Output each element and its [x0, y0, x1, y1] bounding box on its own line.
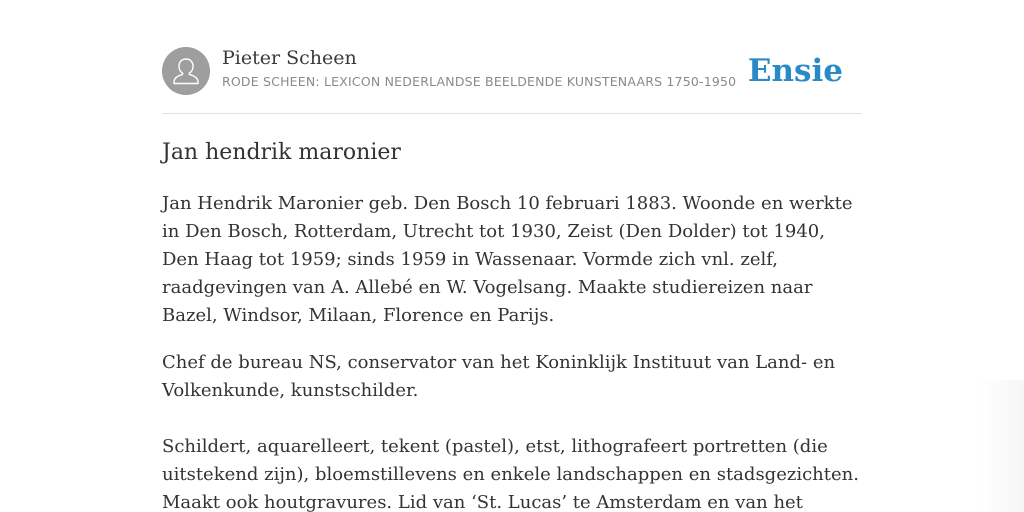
article-header — [162, 46, 862, 96]
article-paragraph-1: Jan Hendrik Maronier geb. Den Bosch 10 februari 1883. Woonde en werkte in Den Bosch, Rotterdam, Utrecht tot 1930, Zeist (Den Dolder) tot 1940, Den Haag tot 1959; sinds 1959 in Wassenaar. Vormde zich vnl. zelf, raadgevingen van A. Allebé en W. Vogelsang. Maakte studiereizen naar Bazel, Windsor, Milaan, Florence en Parijs. — [162, 193, 853, 326]
author-name[interactable]: Pieter Scheen — [222, 47, 357, 69]
article-paragraph-3: Schildert, aquarelleert, tekent (pastel), etst, lithografeert portretten (die uitstekend zijn), bloemstillevens en enkele landschappen en stadsgezichten. Maakt ook houtgravures. Lid van ‘St. Lucas’ te Amsterdam en van het — [162, 436, 859, 512]
edge-shadow — [980, 380, 1024, 512]
person-icon — [162, 47, 210, 95]
article-paragraph-2: Chef de bureau NS, conservator van het Koninklijk Instituut van Land- en Volkenkunde, kunstschilder. — [162, 352, 836, 401]
header-divider — [162, 113, 862, 114]
user-avatar-icon[interactable] — [162, 47, 210, 95]
ensie-logo[interactable]: Ensie — [747, 53, 843, 89]
article-title: Jan hendrik maronier — [162, 140, 401, 165]
source-title[interactable]: RODE SCHEEN: LEXICON NEDERLANDSE BEELDENDE KUNSTENAARS 1750-1950 — [222, 74, 737, 89]
